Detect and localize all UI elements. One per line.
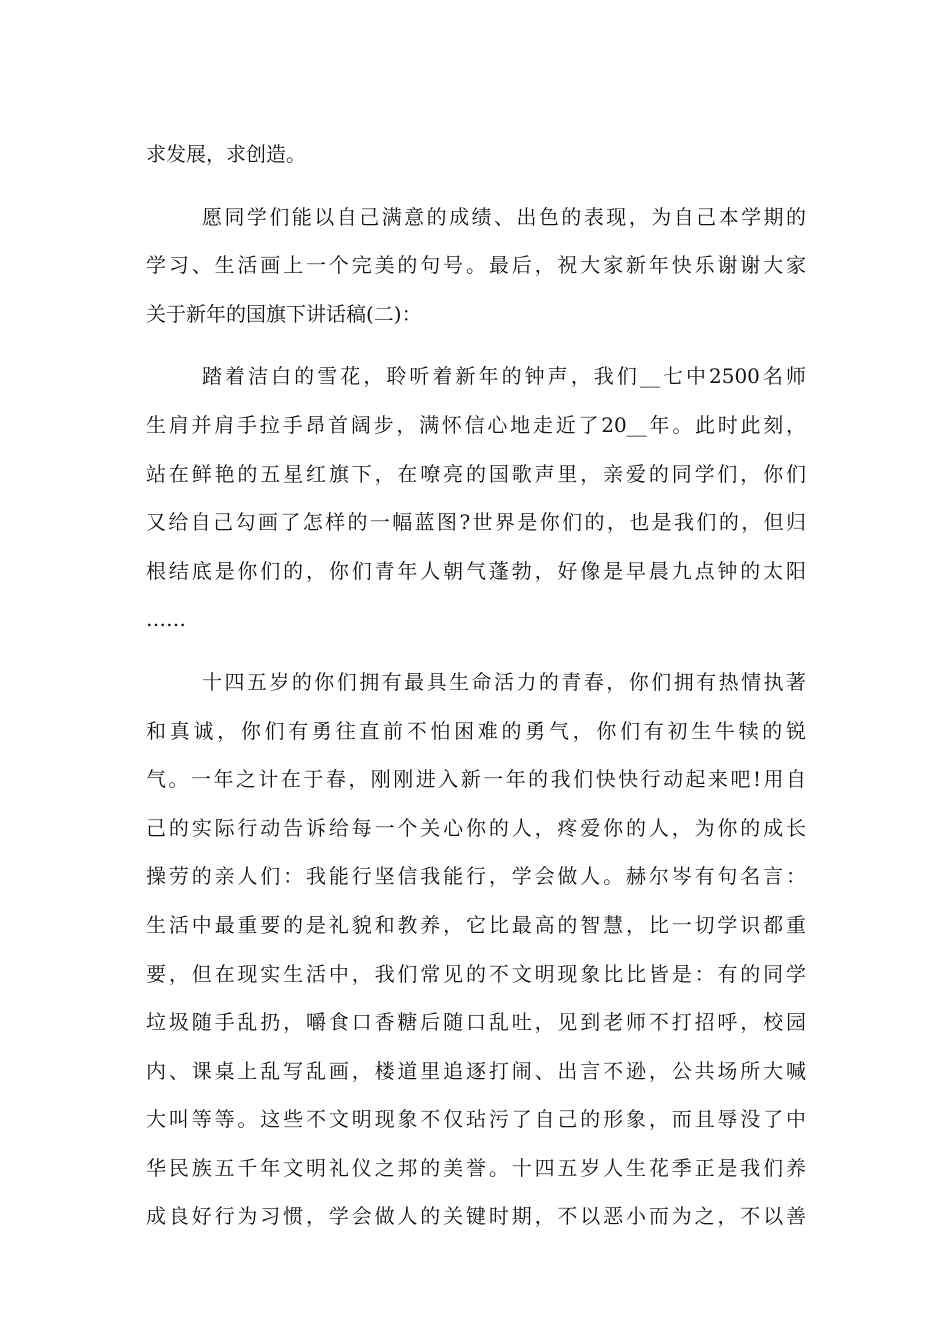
document-body [146, 130, 806, 1241]
text-line: …… [146, 607, 186, 632]
text-line: 十四五岁的你们拥有最具生命活力的青春，你们拥有热情执著 [202, 669, 806, 694]
text-line: 大叫等等。这些不文明现象不仅玷污了自己的形象，而且辱没了中 [146, 1107, 806, 1132]
text-line: 成良好行为习惯，学会做人的关键时期，不以恶小而为之，不以善 [146, 1204, 806, 1229]
text-line: 垃圾随手乱扔，嚼食口香糖后随口乱吐，见到老师不打招呼，校园 [146, 1010, 806, 1035]
section-heading: 关于新年的国旗下讲话稿(二)： [146, 301, 422, 326]
text-line: 己的实际行动告诉给每一个关心你的人，疼爱你的人，为你的成长 [146, 815, 806, 840]
text-line: 根结底是你们的，你们青年人朝气蓬勃，好像是早晨九点钟的太阳 [146, 558, 806, 583]
paragraph-1 [146, 130, 806, 179]
paragraph-3 [146, 352, 806, 644]
text-line: 要，但在现实生活中，我们常见的不文明现象比比皆是：有的同学 [146, 961, 806, 986]
text-line: 和真诚，你们有勇往直前不怕困难的勇气，你们有初生牛犊的锐 [146, 718, 806, 743]
paragraph-4 [146, 658, 806, 1241]
text-line: 站在鲜艳的五星红旗下，在嘹亮的国歌声里，亲爱的同学们，你们 [146, 461, 806, 486]
paragraph-2 [146, 193, 806, 339]
text-line: 操劳的亲人们：我能行坚信我能行，学会做人。赫尔岑有句名言： [146, 864, 806, 889]
text-line: 又给自己勾画了怎样的一幅蓝图?世界是你们的，也是我们的，但归 [146, 510, 806, 535]
text-line: 生活中最重要的是礼貌和教养，它比最高的智慧，比一切学识都重 [146, 912, 806, 937]
text-line: 愿同学们能以自己满意的成绩、出色的表现，为自己本学期的 [202, 204, 806, 229]
text-line: 生肩并肩手拉手昂首阔步，满怀信心地走近了20__年。此时此刻， [146, 412, 806, 437]
text-line: 求发展，求创造。 [146, 142, 306, 166]
text-line: 学习、生活画上一个完美的句号。最后，祝大家新年快乐谢谢大家 [146, 253, 806, 278]
text-line: 内、课桌上乱写乱画，楼道里追逐打闹、出言不逊，公共场所大喊 [146, 1058, 806, 1083]
text-line: 踏着洁白的雪花，聆听着新年的钟声，我们__七中2500名师 [202, 364, 806, 389]
text-line: 华民族五千年文明礼仪之邦的美誉。十四五岁人生花季正是我们养 [146, 1155, 806, 1180]
text-line: 气。一年之计在于春，刚刚进入新一年的我们快快行动起来吧!用自 [146, 767, 806, 792]
